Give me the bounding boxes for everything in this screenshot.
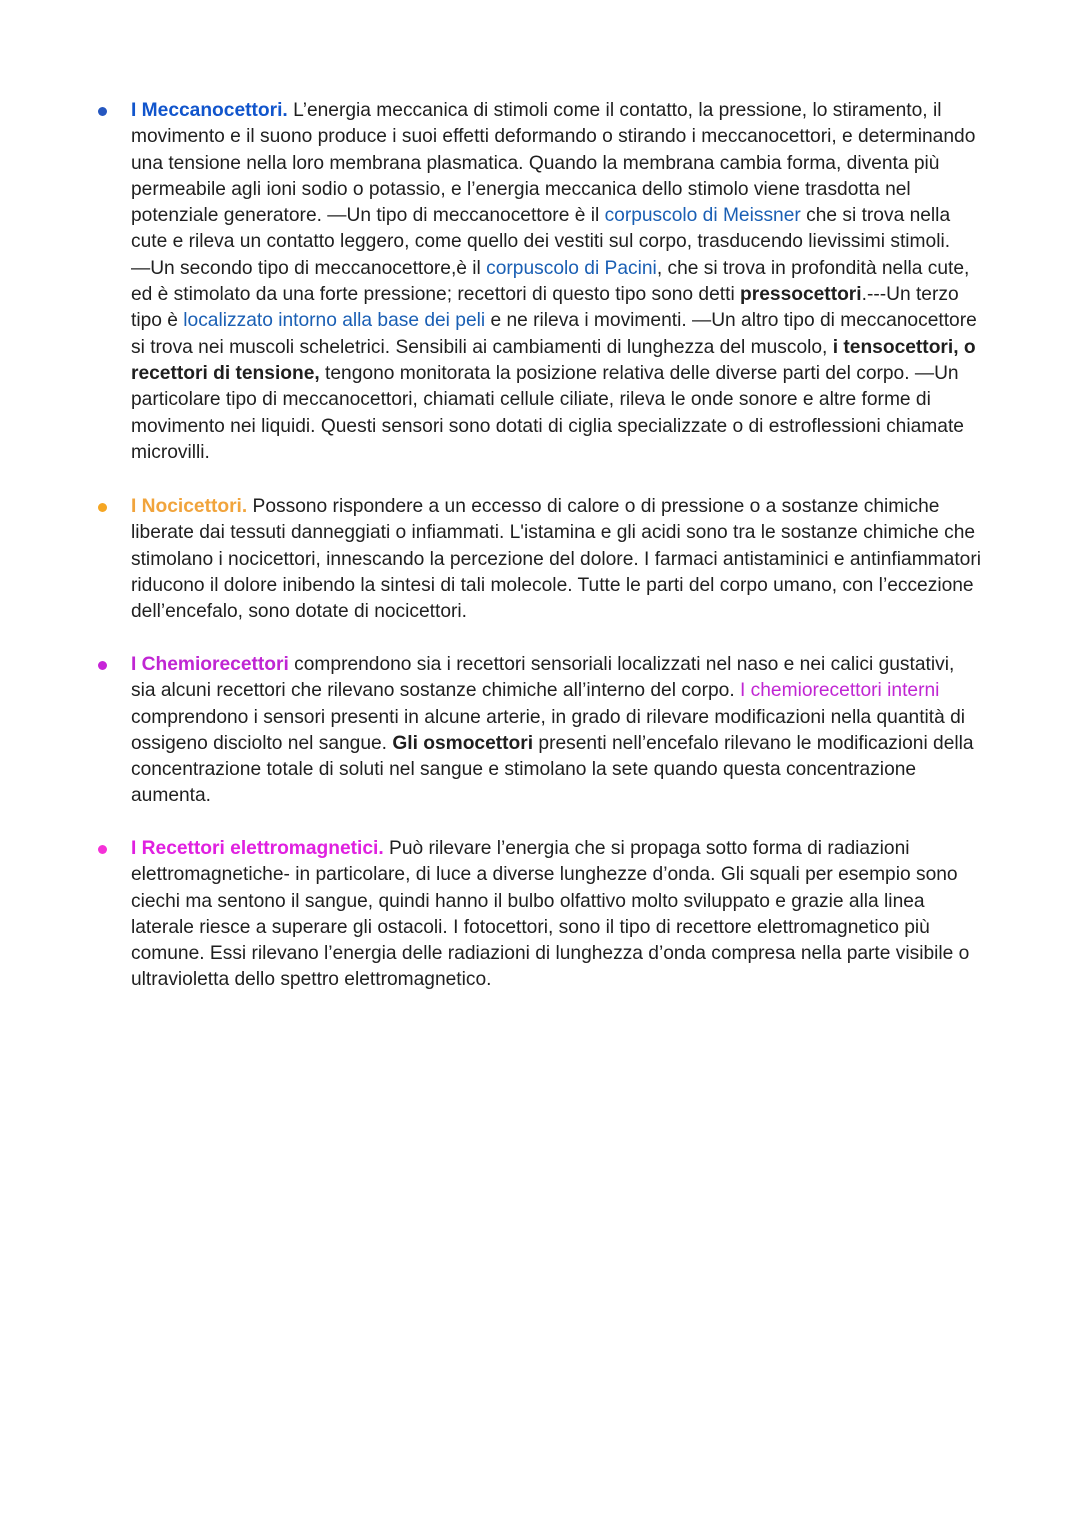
body-text: comprendono i sensori presenti in alcune arterie, in grado di rilevare modificazioni nella quantità di [131, 706, 966, 728]
body-text: cute e rileva un contatto leggero, come quello dei vestiti sul corpo, trasducendo lievissimi stimoli. [131, 231, 951, 253]
text-line [131, 678, 1021, 704]
section-heading: I Recettori elettromagnetici. [131, 838, 384, 859]
body-text: movimento nei liquidi. Questi sensori sono dotati di ciglia specializzate o di estroflessioni chiamate [131, 415, 964, 437]
text-line [131, 757, 1021, 783]
body-text: ed è stimolato da una forte pressione; recettori di questo tipo sono detti [131, 284, 741, 306]
body-text: che si trova nella [800, 205, 951, 227]
bullet-icon [98, 503, 107, 512]
body-text: presenti nell’encefalo rilevano le modificazioni della [533, 732, 974, 754]
text-line [131, 836, 1021, 862]
text-line [131, 387, 1021, 413]
paragraph-elettromagnetici [131, 836, 1021, 994]
text-line [131, 282, 1021, 308]
text-line [131, 915, 1021, 941]
body-text: Può rilevare l’energia che si propaga sotto forma di radiazioni [383, 838, 910, 859]
bold-term: Gli osmocettori [392, 732, 534, 754]
body-text: elettromagnetiche- in particolare, di luce a diverse lunghezze d’onda. Gli squali per esempio sono [131, 864, 958, 886]
body-text: L’energia meccanica di stimoli come il contatto, la pressione, lo stiramento, il [287, 100, 942, 121]
body-text: tengono monitorata la posizione relativa delle diverse parti del corpo. —Un [319, 362, 959, 384]
text-line [131, 705, 1021, 731]
body-text: potenziale generatore. —Un tipo di meccanocettore è il [131, 205, 605, 227]
bold-term: recettori di tensione, [131, 362, 320, 384]
bullet-icon [98, 107, 107, 116]
body-text: sia alcuni recettori che rilevano sostanze chimiche all’interno del corpo. [131, 680, 740, 702]
text-line [131, 124, 1021, 150]
bold-term: i tensocettori, o [832, 336, 976, 358]
text-line [131, 573, 1021, 599]
text-line [131, 414, 1021, 440]
text-line [131, 862, 1021, 888]
text-line [131, 98, 1021, 124]
text-line [131, 547, 1021, 573]
inline-link[interactable]: corpuscolo di Meissner [604, 205, 801, 227]
body-text: aumenta. [131, 785, 212, 807]
body-text: permeabile agli ioni sodio o potassio, e l’energia meccanica dello stimolo viene trasdotta nel [131, 178, 911, 200]
text-line [131, 783, 1021, 809]
body-text: comprendono sia i recettori sensoriali localizzati nel naso e nei calici gustativi, [288, 654, 955, 675]
section-heading: I Meccanocettori. [131, 100, 288, 121]
text-line [131, 229, 1021, 255]
body-text: ciechi ma sentono il sangue, quindi hanno il bulbo olfattivo molto sviluppato e grazie alla linea [131, 890, 925, 912]
body-text: riducono il dolore inibendo la sintesi di tali molecole. Tutte le parti del corpo umano, con l’eccezione [131, 574, 974, 596]
inline-link[interactable]: corpuscolo di Pacini [486, 257, 657, 279]
body-text: movimento e il suono produce i suoi effetti deformando o stirando i meccanocettori, e determinando [131, 126, 976, 148]
paragraph-chemiorecettori [131, 652, 1021, 810]
bold-term: pressocettori [740, 284, 862, 306]
body-text: —Un secondo tipo di meccanocettore,è il [131, 257, 487, 279]
body-text: concentrazione totale di soluti nel sangue e stimolano la sete quando questa concentrazione [131, 759, 917, 781]
body-text: tipo è [131, 310, 184, 332]
body-text: , che si trova in profondità nella cute, [656, 257, 970, 279]
bullet-icon [98, 661, 107, 670]
highlight-term: I chemiorecettori interni [739, 680, 940, 702]
text-line [131, 308, 1021, 334]
body-text: .---Un terzo [861, 284, 959, 306]
body-text: e ne rileva i movimenti. —Un altro tipo di meccanocettore [485, 310, 977, 332]
paragraph-meccanocettori [131, 98, 1021, 466]
text-line [131, 731, 1021, 757]
text-line [131, 941, 1021, 967]
paragraph-nocicettori [131, 494, 1021, 625]
body-text: una tensione nella loro membrana plasmatica. Quando la membrana cambia forma, diventa più [131, 152, 940, 174]
inline-link[interactable]: localizzato intorno alla base dei peli [183, 310, 486, 332]
text-line [131, 256, 1021, 282]
text-line [131, 652, 1021, 678]
text-line [131, 967, 1021, 993]
text-line [131, 889, 1021, 915]
body-text: comune. Essi rilevano l’energia delle radiazioni di lunghezza d’onda compresa nella parte visibile o [131, 943, 970, 965]
text-line [131, 440, 1021, 466]
body-text: ultravioletta dello spettro elettromagnetico. [131, 969, 492, 991]
text-line [131, 520, 1021, 546]
body-text: liberate dai tessuti danneggiati o infiammati. L'istamina e gli acidi sono tra le sostanze chimiche che [131, 522, 976, 544]
text-line [131, 599, 1021, 625]
text-line [131, 335, 1021, 361]
text-line [131, 494, 1021, 520]
body-text: si trova nei muscoli scheletrici. Sensibili ai cambiamenti di lunghezza del muscolo, [131, 336, 833, 358]
text-line [131, 203, 1021, 229]
text-line [131, 177, 1021, 203]
body-text: laterale riesce a superare gli ostacoli. I fotocettori, sono il tipo di recettore elettromagnetico più [131, 916, 930, 938]
text-line [131, 361, 1021, 387]
section-heading: I Nocicettori. [131, 496, 248, 517]
body-text: dell’encefalo, sono dotate di nocicettori. [131, 601, 467, 623]
body-text: Possono rispondere a un eccesso di calore o di pressione o a sostanze chimiche [247, 496, 940, 517]
section-heading: I Chemiorecettori [131, 654, 289, 675]
body-text: ossigeno disciolto nel sangue. [131, 732, 393, 754]
bullet-icon [98, 845, 107, 854]
body-text: microvilli. [131, 441, 210, 463]
body-text: particolare tipo di meccanocettori, chiamati cellule ciliate, rileva le onde sonore e altre forme di [131, 389, 931, 411]
text-line [131, 151, 1021, 177]
body-text: stimolano i nocicettori, innescando la percezione del dolore. I farmaci antistaminici e antinfiammatori [131, 548, 981, 570]
